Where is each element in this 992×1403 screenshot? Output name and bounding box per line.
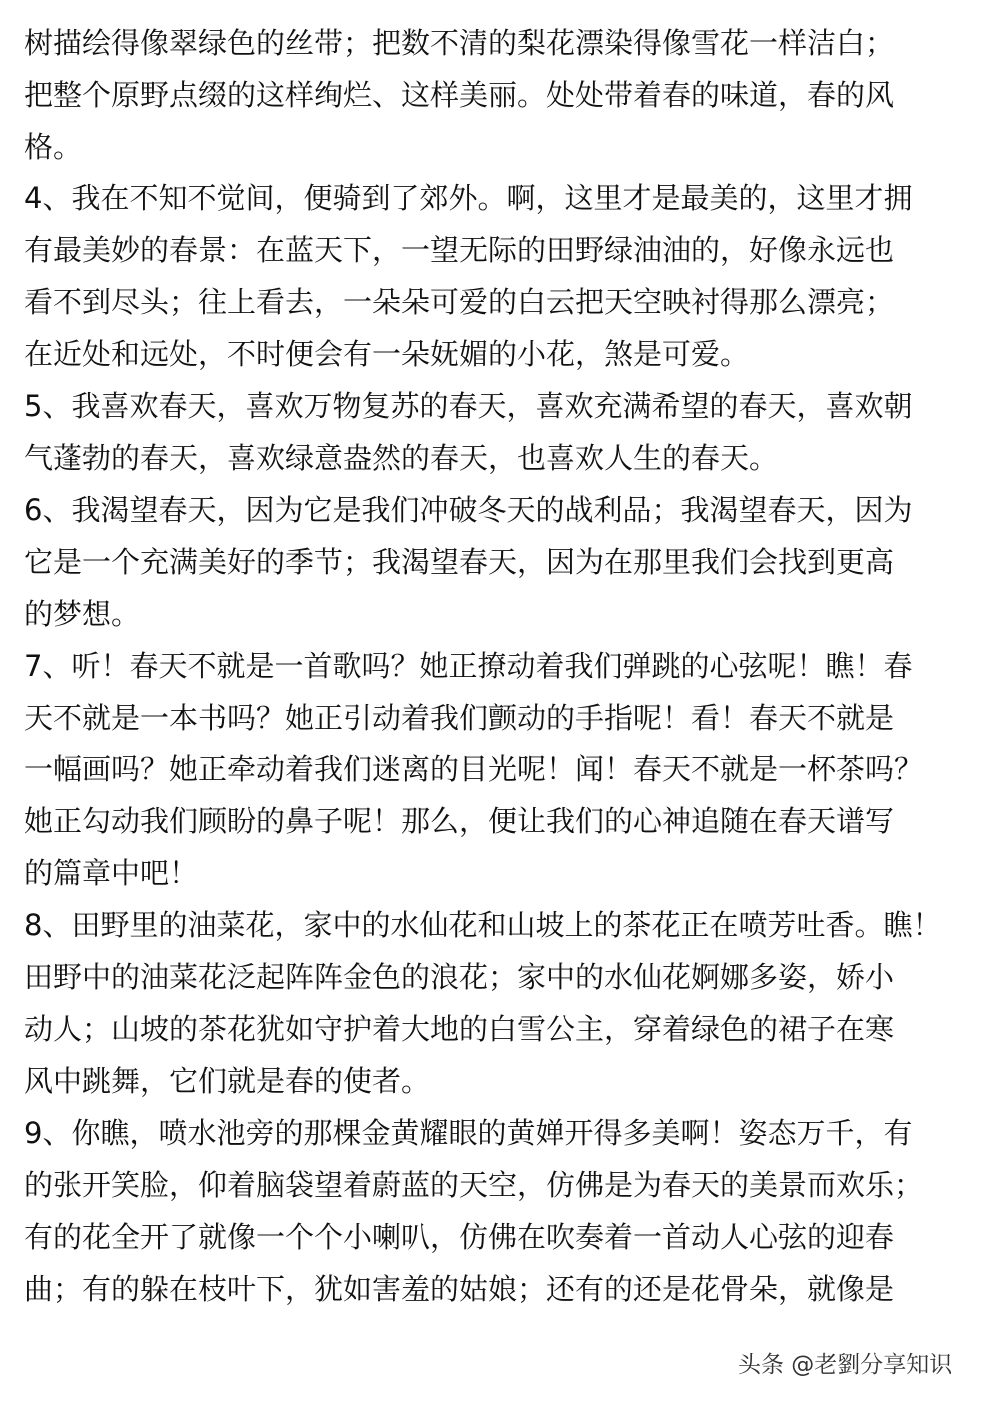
text-line: 一幅画吗？她正牵动着我们迷离的目光呢！闻！春天不就是一杯茶吗？	[24, 752, 924, 786]
text-line: 有的花全开了就像一个个小喇叭，仿佛在吹奏着一首动人心弦的迎春	[24, 1220, 895, 1254]
text-line: 它是一个充满美好的季节；我渴望春天，因为在那里我们会找到更高	[24, 545, 895, 579]
text-line: 8、田野里的油菜花，家中的水仙花和山坡上的茶花正在喷芳吐香。瞧！	[24, 908, 942, 942]
text-line: 的张开笑脸，仰着脑袋望着蔚蓝的天空，仿佛是为春天的美景而欢乐；	[24, 1168, 924, 1202]
text-line: 看不到尽头；往上看去，一朵朵可爱的白云把天空映衬得那么漂亮；	[24, 285, 895, 319]
text-line: 她正勾动我们顾盼的鼻子呢！那么，便让我们的心神追随在春天谱写	[24, 804, 895, 838]
text-line: 曲；有的躲在枝叶下，犹如害羞的姑娘；还有的还是花骨朵，就像是	[24, 1272, 895, 1306]
text-line: 天不就是一本书吗？她正引动着我们颤动的手指呢！看！春天不就是	[24, 701, 895, 735]
text-line: 4、我在不知不觉间，便骑到了郊外。啊，这里才是最美的，这里才拥	[24, 181, 913, 215]
text-line: 动人；山坡的茶花犹如守护着大地的白雪公主，穿着绿色的裙子在寒	[24, 1012, 895, 1046]
text-line: 气蓬勃的春天，喜欢绿意盎然的春天，也喜欢人生的春天。	[24, 441, 779, 475]
text-line: 风中跳舞，它们就是春的使者。	[24, 1064, 431, 1098]
text-line: 田野中的油菜花泛起阵阵金色的浪花；家中的水仙花婀娜多姿，娇小	[24, 960, 895, 994]
watermark: 头条 @老劉分享知识	[738, 1352, 953, 1378]
text-line: 的梦想。	[24, 597, 141, 631]
text-line: 6、我渴望春天，因为它是我们冲破冬天的战利品；我渴望春天，因为	[24, 493, 913, 527]
text-line: 把整个原野点缀的这样绚烂、这样美丽。处处带着春的味道，春的风	[24, 78, 895, 112]
text-line: 5、我喜欢春天，喜欢万物复苏的春天，喜欢充满希望的春天，喜欢朝	[24, 389, 913, 423]
text-line: 格。	[24, 130, 83, 164]
text-line: 在近处和远处，不时便会有一朵妩媚的小花，煞是可爱。	[24, 337, 750, 371]
text-line: 有最美妙的春景：在蓝天下，一望无际的田野绿油油的，好像永远也	[24, 233, 895, 267]
text-line: 9、你瞧，喷水池旁的那棵金黄耀眼的黄婵开得多美啊！姿态万千，有	[24, 1116, 913, 1150]
text-line: 7、听！春天不就是一首歌吗？她正撩动着我们弹跳的心弦呢！瞧！春	[24, 649, 913, 683]
text-line: 树描绘得像翠绿色的丝带；把数不清的梨花漂染得像雪花一样洁白；	[24, 26, 895, 60]
text-line: 的篇章中吧！	[24, 856, 199, 890]
